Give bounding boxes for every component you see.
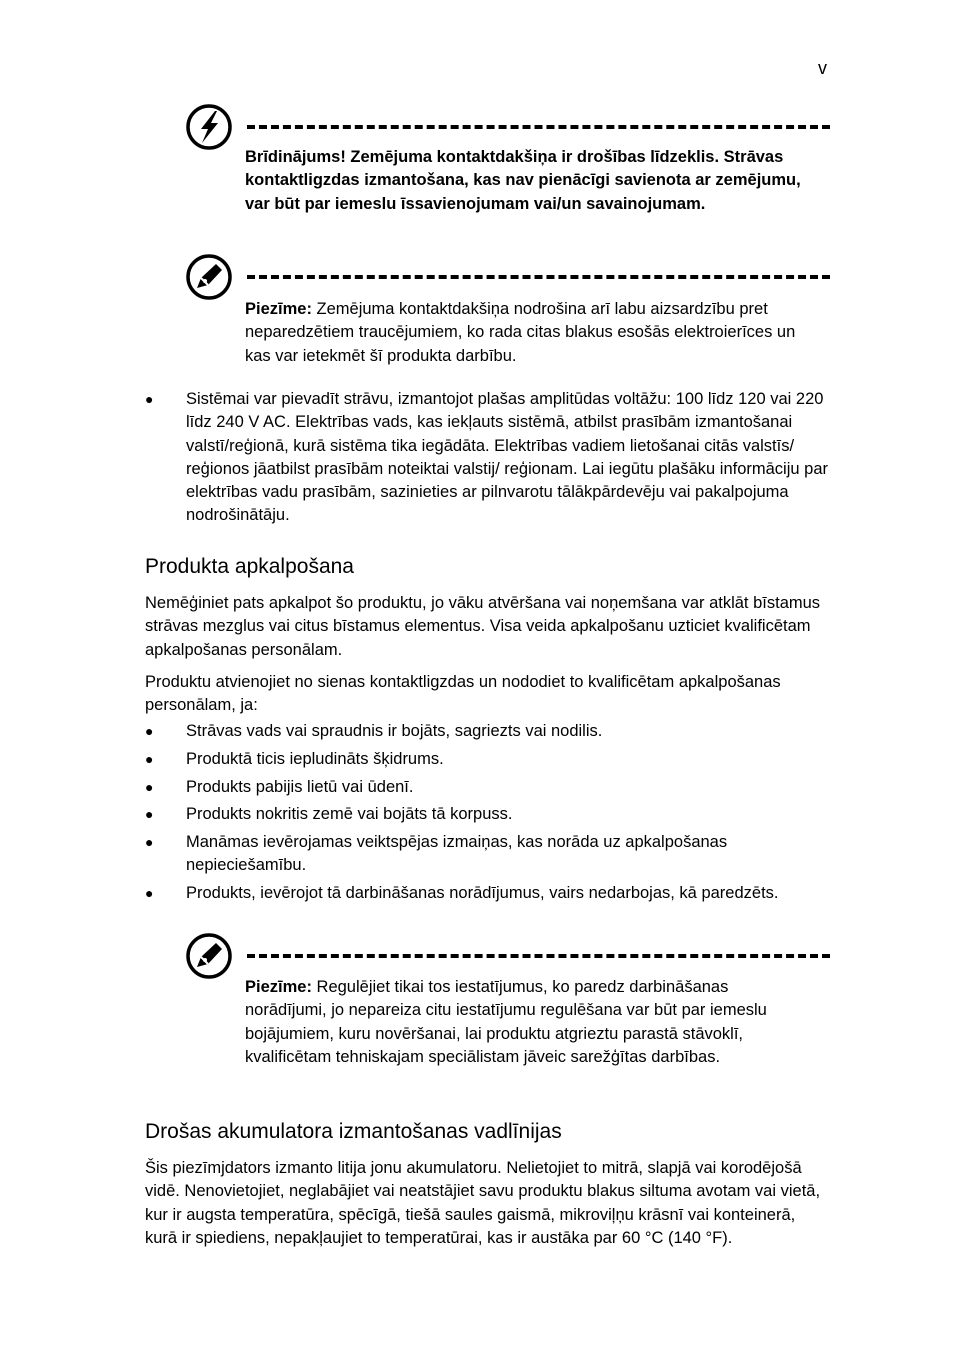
note-label: Piezīme:	[245, 300, 312, 318]
note-pen-icon	[185, 253, 233, 301]
list-item	[145, 748, 835, 771]
list-item-text: Strāvas vads vai spraudnis ir bojāts, sagriezts vai nodilis.	[186, 722, 603, 740]
list-item-text: Produkts pabijis lietū vai ūdenī.	[186, 778, 414, 796]
note-callout	[185, 932, 830, 1097]
list-item-text: Produktā ticis iepludināts šķidrums.	[186, 750, 444, 768]
bullet-icon: ●	[145, 391, 154, 407]
warning-text: Brīdinājums! Zemējuma kontaktdakšiņa ir drošības līdzeklis. Strāvas kontaktligzdas izmantošana, kas nav pienācīgi savienota ar zemējumu, var būt par iemeslu īssavienojumam vai/un savainojumam.	[245, 148, 801, 213]
lightning-warning-icon	[185, 103, 233, 151]
note-body: Zemējuma kontaktdakšiņa nodrošina arī labu aizsardzību pret neparedzētiem traucējumiem, ko rada citas blakus esošās elektroierīces un kas var ietekmēt šī produkta darbību.	[245, 300, 796, 365]
warning-callout	[185, 103, 830, 238]
dashed-divider	[247, 275, 830, 279]
bullet-icon: ●	[145, 834, 154, 850]
bullet-icon: ●	[145, 885, 154, 901]
note-pen-icon	[185, 932, 233, 980]
list-item-text: Produkts nokritis zemē vai bojāts tā korpuss.	[186, 805, 513, 823]
section-heading: Drošas akumulatora izmantošanas vadlīnijas	[145, 1120, 562, 1143]
bullet-icon: ●	[145, 779, 154, 795]
note-callout	[185, 253, 830, 373]
list-item	[145, 882, 805, 905]
list-item-text: Produkts, ievērojot tā darbināšanas norādījumus, vairs nedarbojas, kā paredzēts.	[186, 884, 779, 902]
list-item	[145, 831, 805, 878]
list-item-text: Sistēmai var pievadīt strāvu, izmantojot plašas amplitūdas voltāžu: 100 līdz 120 vai 220 līdz 240 V AC. Elektrības vads, kas iekļauts sistēmā, atbilst prasībām izmantošanai valstī/reģionā, kurā sistēma tika iegādāta. Elektrības vadiem lietošanai citās valstīs/ reģionos jāatbilst prasībām noteiktai valstij/ reģionam. Lai iegūtu plašāku informāciju par elektrības vadu prasībām, sazinieties ar pilnvarotu tālākpārdevēju vai pakalpojuma nodrošinātāju.	[186, 390, 829, 525]
note-label: Piezīme:	[245, 978, 312, 996]
list-item	[145, 720, 835, 743]
dashed-divider	[247, 954, 830, 958]
list-item-text: Manāmas ievērojamas veiktspējas izmaiņas, kas norāda uz apkalpošanas nepieciešamību.	[186, 833, 728, 875]
paragraph: Šis piezīmjdators izmanto litija jonu akumulatoru. Nelietojiet to mitrā, slapjā vai korodējošā vidē. Nenovietojiet, neglabājiet vai neatstājiet savu produktu blakus siltuma avotam vai vietā, kur ir augsta temperatūra, spēcīgā, tiešā saules gaismā, mikroviļņu krāsnī vai konteinerā, kurā ir spiediens, nepakļaujiet to temperatūrai, kas ir austāka par 60 °C (140 °F).	[145, 1159, 821, 1247]
bullet-icon: ●	[145, 723, 154, 739]
list-item	[145, 803, 835, 826]
note-text	[245, 298, 822, 368]
paragraph: Nemēģiniet pats apkalpot šo produktu, jo vāku atvēršana vai noņemšana var atklāt bīstamus strāvas mezglus vai citus bīstamus elementus. Visa veida apkalpošanu uzticiet kvalificētam apkalpošanas personālam.	[145, 594, 821, 659]
bullet-icon: ●	[145, 806, 154, 822]
note-text	[245, 976, 805, 1069]
section-heading: Produkta apkalpošana	[145, 555, 354, 578]
dashed-divider	[247, 125, 830, 129]
paragraph: Produktu atvienojiet no sienas kontaktligzdas un nododiet to kvalificētam apkalpošanas personālam, ja:	[145, 673, 781, 715]
note-body: Regulējiet tikai tos iestatījumus, ko paredz darbināšanas norādījumi, jo nepareiza citu iestatījumu regulēšana var būt par iemeslu bojājumiem, kuru novēršanai, lai produktu atgrieztu parastā stāvoklī, kvalificētam tehniskajam speciālistam jāveic sarežģītas darbības.	[245, 978, 767, 1066]
list-item	[145, 776, 835, 799]
list-item	[145, 388, 835, 528]
bullet-icon: ●	[145, 751, 154, 767]
page-number: v	[818, 58, 827, 78]
